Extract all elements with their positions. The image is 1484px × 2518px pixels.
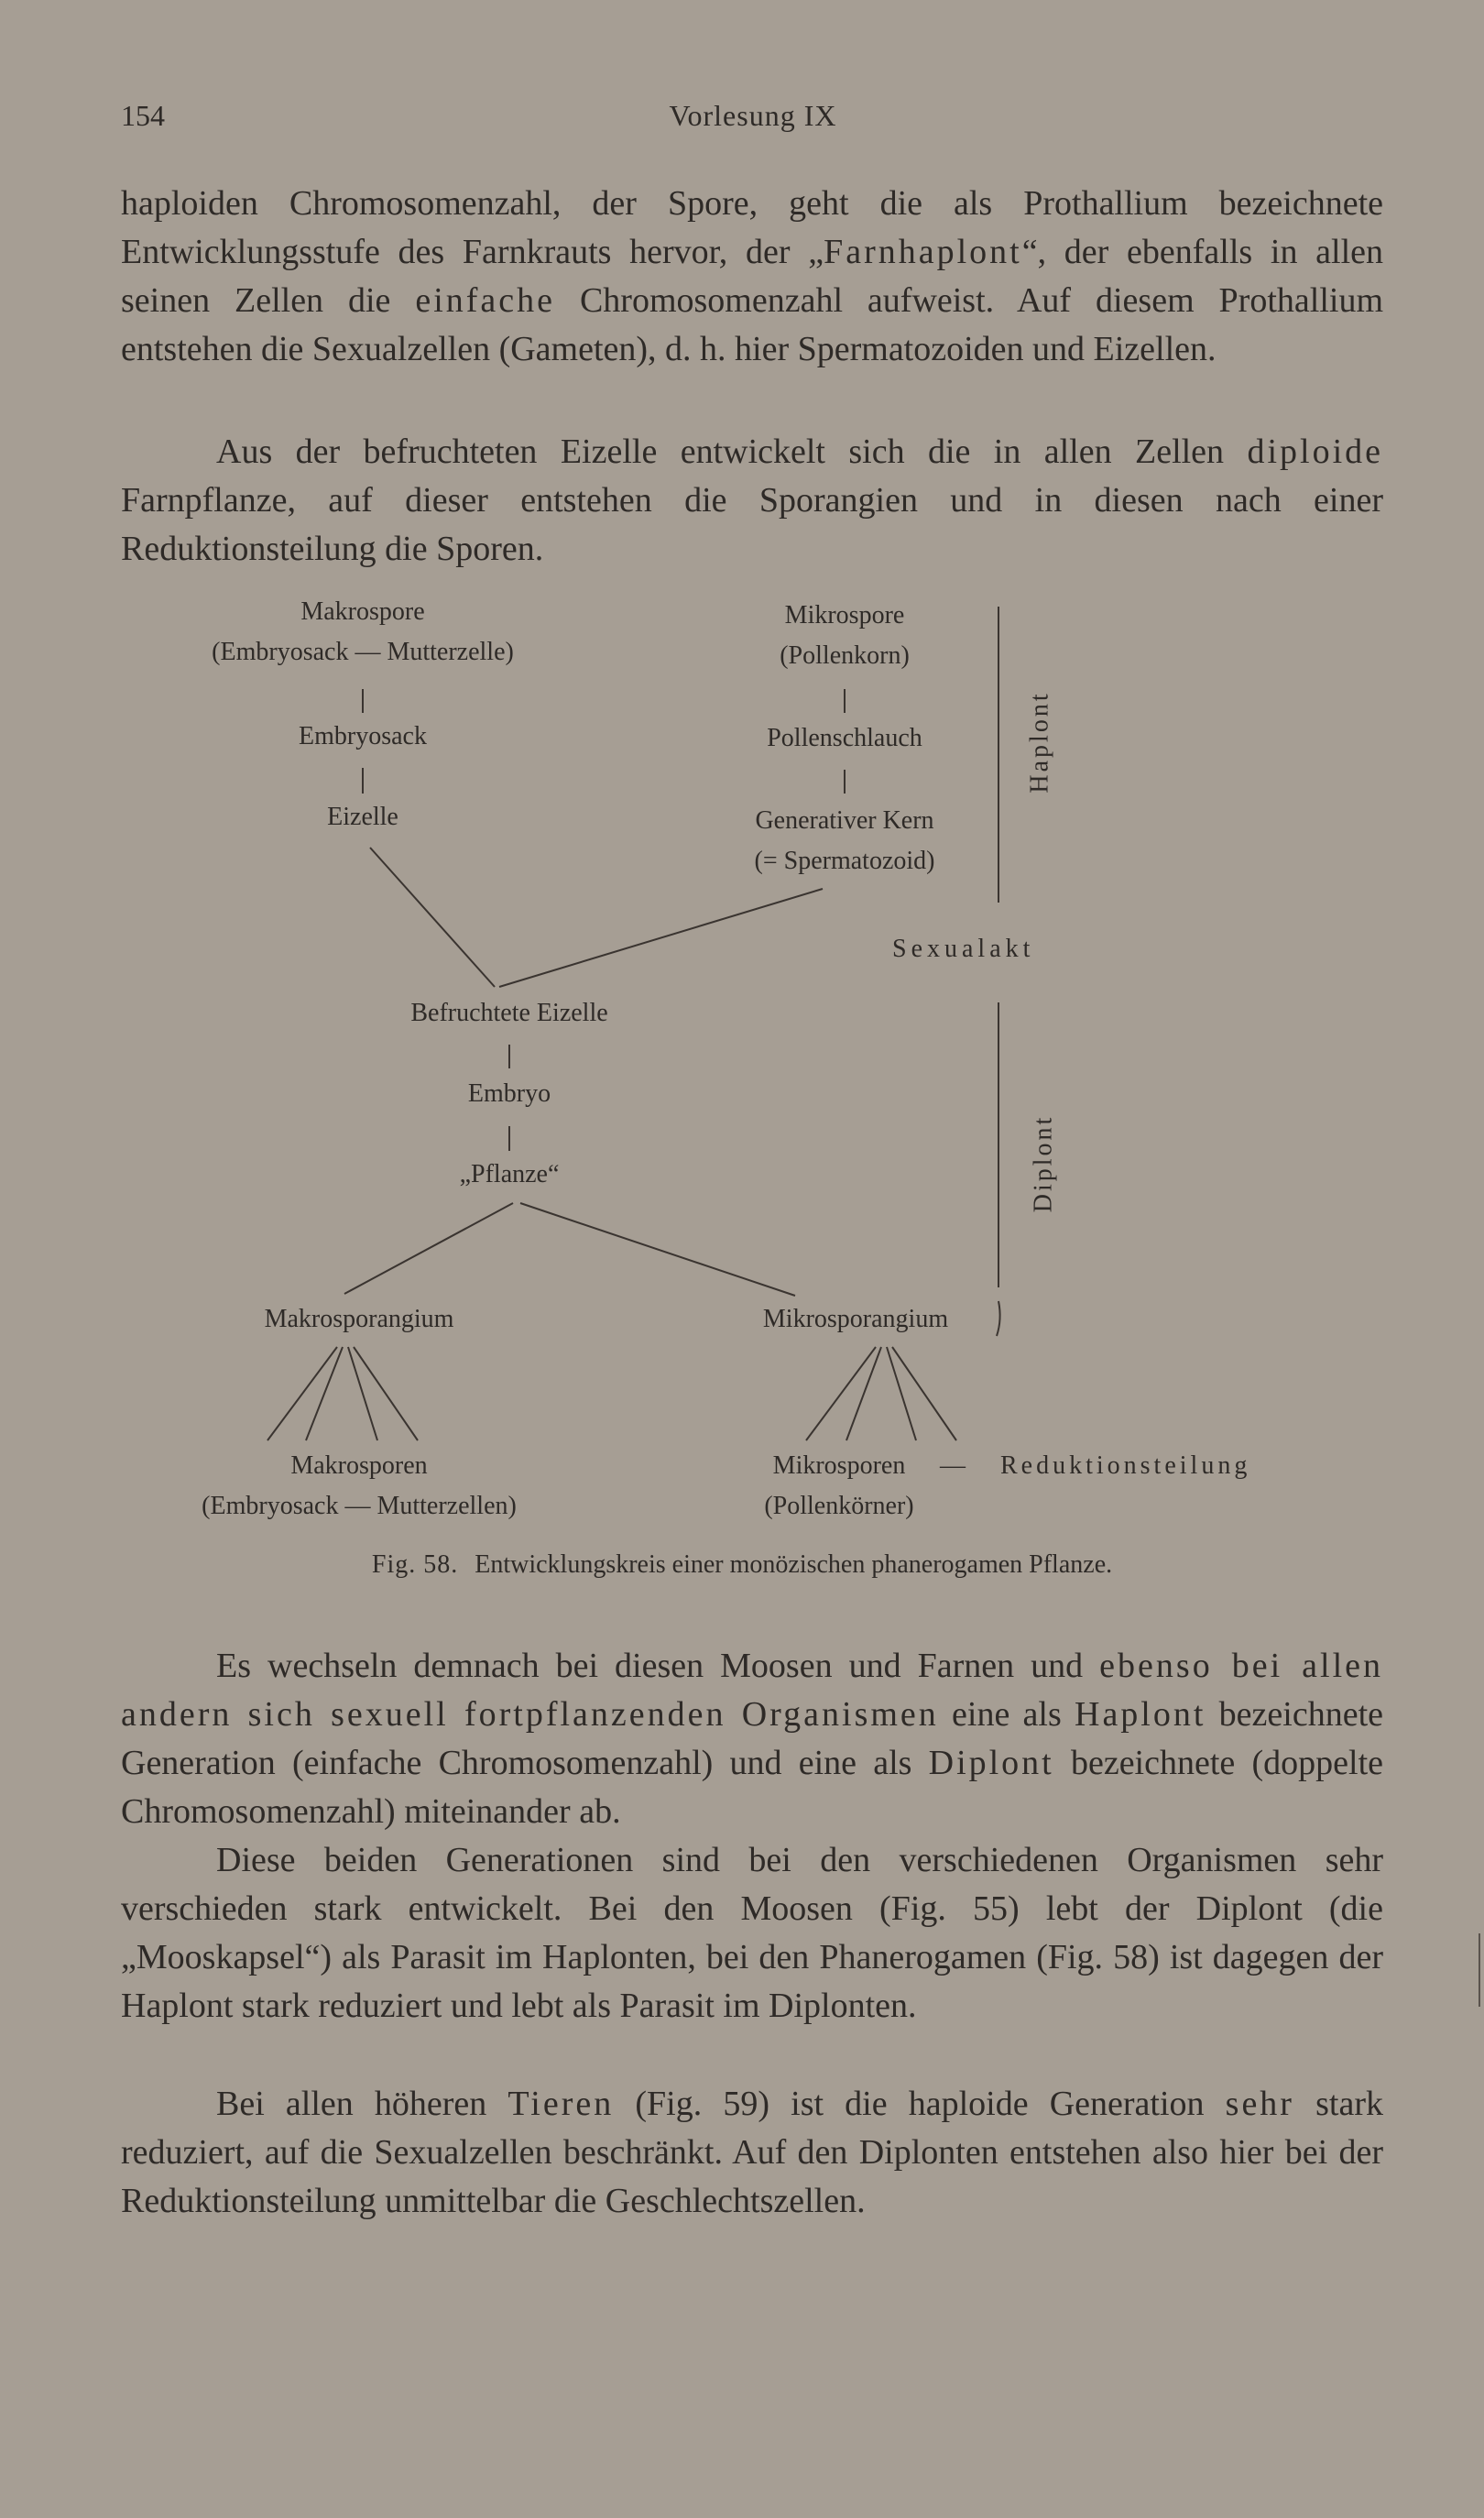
para3-spaced-ebenso: ebenso bei allen andern sich sexuell fortpflanzenden Organismen [121,1647,1383,1734]
diplont-bracket-end [997,1301,1000,1336]
label-makrosporen-sub: (Embryosack — Mutterzellen) [202,1492,517,1520]
fan-mikro-2 [846,1347,881,1440]
paragraph-3 [121,1642,1383,1836]
para5-spaced-sehr: sehr [1225,2085,1294,2123]
para5-text-1: Bei allen höheren [216,2085,508,2123]
link-eizelle-befruchtete [370,848,495,987]
para3-text-4: bezeichnete (doppelte Chromosomenzahl) miteinander ab. [121,1744,1383,1831]
label-mikrospore-sub: (Pollenkorn) [780,641,910,670]
para1-text-3: Chromosomenzahl aufweist. Auf diesem Prothallium entstehen die Sexualzellen (Gameten), d. h. hier Spermatozoiden und Eizellen. [121,281,1383,368]
label-mikrosporangium: Mikrosporangium [762,1305,949,1333]
caption-text: Entwicklungskreis einer monözischen phanerogamen Pflanze. [475,1550,1113,1579]
label-diplont: Diplont [1029,1114,1058,1213]
page-number: 154 [121,99,165,132]
fan-makro-2 [306,1347,343,1440]
para3-text-1: Es wechseln demnach bei diesen Moosen und Farnen und [216,1647,1100,1685]
label-eizelle: Eizelle [327,803,398,831]
fan-mikro-1 [806,1347,876,1440]
label-makrosporangium: Makrosporangium [264,1305,454,1333]
label-makrosporen: Makrosporen [290,1451,428,1480]
paragraph-2 [121,428,1383,574]
para2-spaced-diploide: diploide [1247,432,1383,471]
fan-makro-3 [348,1347,377,1440]
para1-text-1: haploiden Chromosomenzahl, der Spore, geht die als Prothallium bezeichnete Entwicklungsstufe des Farnkrauts hervor, der „ [121,184,1383,271]
label-mikrospore: Mikrospore [784,601,905,630]
para5-text-2: (Fig. 59) ist die haploide Generation [614,2085,1226,2123]
label-mikrosporen: Mikrosporen [772,1451,906,1480]
caption-label: Fig. 58. [371,1550,459,1579]
fan-makro-4 [354,1347,418,1440]
label-befruchtete-eizelle: Befruchtete Eizelle [410,999,608,1027]
label-generativer-kern: Generativer Kern [755,806,934,835]
para2-text-1: Aus der befruchteten Eizelle entwickelt sich die in allen Zellen [216,432,1248,471]
paragraph-5 [121,2080,1383,2226]
paragraph-1 [121,180,1383,374]
para3-text-2: eine als [938,1695,1075,1734]
label-reduktionsteilung: Reduktionsteilung [1000,1451,1251,1480]
label-mikrosporen-sub: (Pollenkörner) [764,1492,914,1520]
para1-spaced-farnhaplont: Farnhaplont [824,233,1022,271]
label-pflanze: „Pflanze“ [459,1160,560,1188]
para5-spaced-tieren: Tieren [507,2085,615,2123]
para3-text-3: bezeichnete Generation (einfache Chromosomenzahl) und eine als [121,1695,1383,1782]
figure-caption [0,1550,1484,1580]
paragraph-4: Diese beiden Generationen sind bei den verschiedenen Organismen sehr verschieden stark entwickelt. Bei den Moosen (Fig. 55) lebt der Diplont (die „Mooskapsel“) als Parasit im Haplonten, bei den Phanerogamen (Fig. 58) ist dagegen der Haplont stark reduziert und lebt als Parasit im Diplonten. [121,1841,1383,2025]
fan-mikro-4 [892,1347,956,1440]
label-sexualakt: Sexualakt [892,935,1035,963]
label-embryosack: Embryosack [299,722,427,750]
link-pflanze-mikrosporangium [520,1203,795,1296]
label-pollenschlauch: Pollenschlauch [767,724,922,752]
link-kern-befruchtete [499,889,823,987]
para3-spaced-haplont: Haplont [1075,1695,1206,1734]
label-generativer-kern-sub: (= Spermatozoid) [754,847,935,875]
label-dash: — [940,1451,966,1480]
fan-makro-1 [267,1347,337,1440]
para3-spaced-diplont: Diplont [928,1744,1054,1782]
link-pflanze-makrosporangium [344,1203,513,1294]
label-makrospore-sub: (Embryosack — Mutterzelle) [212,638,514,666]
page-header [121,99,1385,139]
label-makrospore: Makrospore [300,597,425,626]
para1-spaced-einfache: einfache [415,281,556,320]
para1-text-2: “, der ebenfalls in allen seinen Zellen die [121,233,1384,320]
label-embryo: Embryo [467,1079,551,1108]
label-haplont: Haplont [1025,691,1054,794]
running-title: Vorlesung IX [669,99,837,132]
para2-text-2: Farnpflanze, auf dieser entstehen die Sporangien und in diesen nach einer Reduktionsteilung die Sporen. [121,481,1383,568]
fan-mikro-3 [887,1347,916,1440]
para5-text-3: stark reduziert, auf die Sexualzellen beschränkt. Auf den Diplonten entstehen also hier bei der Reduktionsteilung unmittelbar die Geschlechtszellen. [121,2085,1383,2220]
page-edge-mark [1479,1933,1480,2007]
